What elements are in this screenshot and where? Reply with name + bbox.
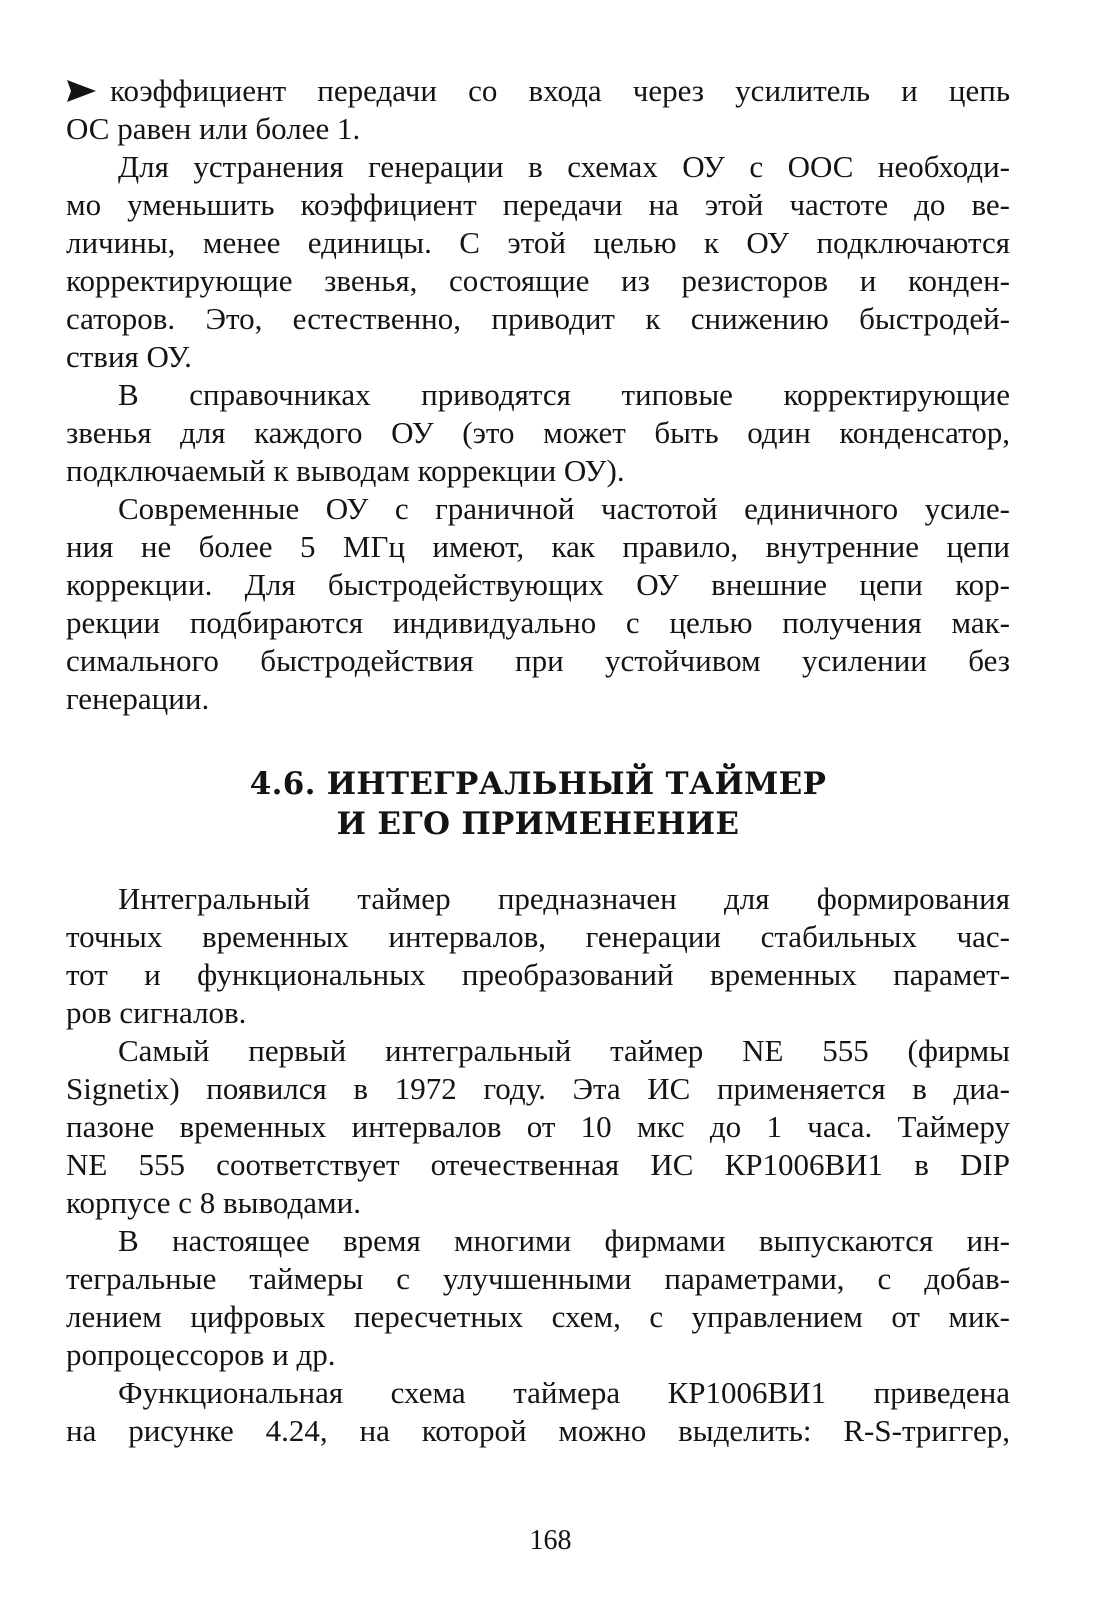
section-heading-line: 4.6. ИНТЕГРАЛЬНЫЙ ТАЙМЕР xyxy=(249,766,827,802)
paragraph-line: подключаемый к выводам коррекции ОУ). xyxy=(66,453,625,488)
paragraph-line: коэффициент передачи со входа через усилитель и цепь xyxy=(66,72,1010,110)
section-heading-line: И ЕГО ПРИМЕНЕНИЕ xyxy=(336,806,740,842)
paragraph-line: Интегральный таймер предназначен для формирования xyxy=(118,881,1010,916)
paragraph-line: корректирующие звенья, состоящие из резисторов и конден- xyxy=(66,263,1010,298)
paragraph-line: корпусе с 8 выводами. xyxy=(66,1185,361,1220)
paragraph-line: В настоящее время многими фирмами выпускаются ин- xyxy=(118,1223,1010,1258)
paragraph-line: Современные ОУ с граничной частотой единичного усиле- xyxy=(118,491,1010,526)
paragraph-line: ствия ОУ. xyxy=(66,339,192,374)
paragraph xyxy=(66,148,1010,376)
paragraph-line: ров сигналов. xyxy=(66,995,247,1030)
paragraph-line: пазоне временных интервалов от 10 мкс до 1 часа. Таймеру xyxy=(66,1109,1010,1144)
paragraph-line: тот и функциональных преобразований временных парамет- xyxy=(66,957,1010,992)
paragraph xyxy=(66,880,1010,1032)
paragraph-line: В справочниках приводятся типовые корректирующие xyxy=(118,377,1010,412)
paragraph-line: личины, менее единицы. С этой целью к ОУ подключаются xyxy=(66,225,1010,260)
section-body xyxy=(66,880,1010,1450)
paragraph xyxy=(66,1374,1010,1450)
paragraph-bullet xyxy=(66,72,1010,148)
paragraph-line: саторов. Это, естественно, приводит к снижению быстродей- xyxy=(66,301,1010,336)
paragraph-line: тегральные таймеры с улучшенными параметрами, с добав- xyxy=(66,1261,1010,1296)
paragraph xyxy=(66,1222,1010,1374)
paragraph-line: на рисунке 4.24, на которой можно выделить: R-S-триггер, xyxy=(66,1413,1010,1448)
paragraph-line: Самый первый интегральный таймер NE 555 (фирмы xyxy=(118,1033,1010,1068)
paragraph-line: мо уменьшить коэффициент передачи на этой частоте до ве- xyxy=(66,187,1010,222)
paragraph-line: NE 555 соответствует отечественная ИС КР1006ВИ1 в DIP xyxy=(66,1147,1010,1182)
paragraph-line: генерации. xyxy=(66,681,210,716)
paragraph xyxy=(66,376,1010,490)
paragraph-line: рекции подбираются индивидуально с целью получения мак- xyxy=(66,605,1010,640)
section-heading xyxy=(66,764,1010,844)
paragraph-line: симального быстродействия при устойчивом усилении без xyxy=(66,643,1010,678)
paragraph-line: ния не более 5 МГц имеют, как правило, внутренние цепи xyxy=(66,529,1010,564)
paragraph-line: коррекции. Для быстродействующих ОУ внешние цепи кор- xyxy=(66,567,1010,602)
paragraph-line: звенья для каждого ОУ (это может быть один конденсатор, xyxy=(66,415,1010,450)
page-number: 168 xyxy=(529,1525,572,1556)
paragraph xyxy=(66,1032,1010,1222)
paragraph-line: Функциональная схема таймера КР1006ВИ1 приведена xyxy=(118,1375,1010,1410)
paragraph-line: ропроцессоров и др. xyxy=(66,1337,336,1372)
paragraph-line: лением цифровых пересчетных схем, с управлением от мик- xyxy=(66,1299,1010,1334)
paragraph-line: точных временных интервалов, генерации стабильных час- xyxy=(66,919,1010,954)
paragraph-line: ОС равен или более 1. xyxy=(66,111,361,146)
paragraph xyxy=(66,490,1010,718)
page-body xyxy=(66,72,1010,1450)
paragraph-line: Signetix) появился в 1972 году. Эта ИС применяется в диа- xyxy=(66,1071,1010,1106)
paragraph-line: Для устранения генерации в схемах ОУ с ООС необходи- xyxy=(118,149,1010,184)
arrowhead-bullet-icon xyxy=(66,78,98,104)
